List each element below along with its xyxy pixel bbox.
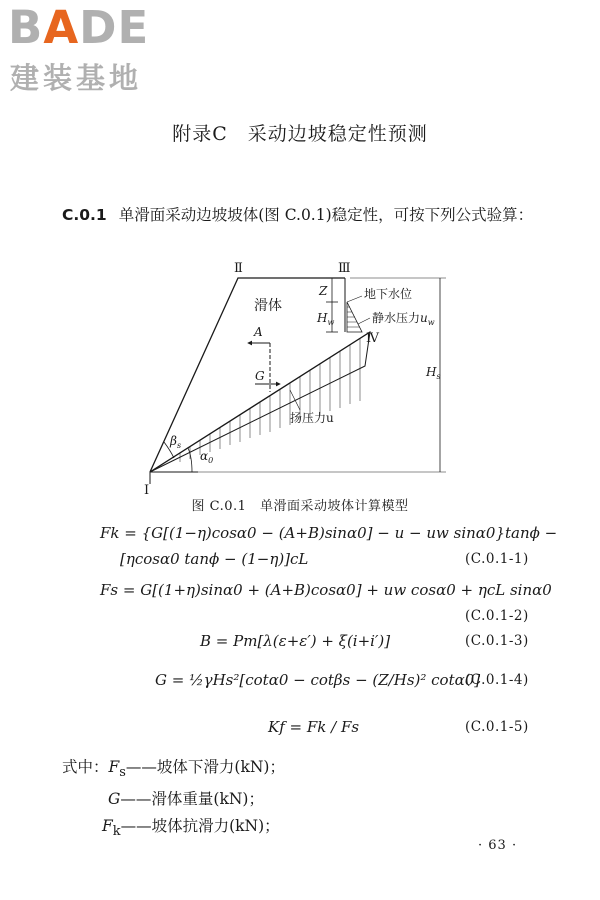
point-1-label: Ⅰ <box>144 483 150 498</box>
beta-label: $\beta_s$ <box>170 434 182 450</box>
slide-body-label: 滑体 <box>254 298 282 314</box>
point-2-label: Ⅱ <box>234 262 243 276</box>
definition-row: $F_k——$坡体抗滑力(kN)； <box>102 817 280 840</box>
appendix-title: 附录C 采动边坡稳定性预测 <box>172 123 428 145</box>
equation-c4-number: (C.0.1-4) <box>465 672 529 688</box>
page-number: · 63 · <box>478 838 518 853</box>
logo-wordmark: BADE <box>8 1 150 54</box>
force-g-label: G <box>255 369 265 383</box>
equation-c2-number-row <box>0 602 600 630</box>
equation-c5-number: (C.0.1-5) <box>465 719 529 735</box>
equation-c3: B = Pm[λ(ε+ε′) + ξ(i+i′)] (C.0.1-3) <box>0 627 600 655</box>
hydrostatic-label: 静水压力$u_w$ <box>372 311 435 327</box>
equation-c2-number: (C.0.1-2) <box>465 608 529 624</box>
brand-logo <box>8 1 178 95</box>
definitions-intro: 式中： <box>62 758 109 776</box>
point-4-label: Ⅳ <box>366 331 379 346</box>
equation-c2: Fs = G[(1+η)sinα0 + (A+B)cosα0] + uw cosα0 + ηcL sinα0 <box>100 581 552 599</box>
groundwater-label: 地下水位 <box>364 287 413 301</box>
hs-label: $H_s$ <box>426 365 441 381</box>
force-a-label: A <box>254 325 263 339</box>
equation-c1-number: (C.0.1-1) <box>465 551 529 567</box>
point-3-label: Ⅲ <box>338 262 351 276</box>
equation-c5: Kf = Fk / Fs (C.0.1-5) <box>0 713 600 741</box>
z-label: Z <box>319 284 328 298</box>
figure-caption: 图 C.0.1 单滑面采动坡体计算模型 <box>191 499 409 514</box>
equation-c3-number: (C.0.1-3) <box>465 633 529 649</box>
definition-row: 式中：$F_s——$坡体下滑力(kN)； <box>62 758 285 781</box>
definition-row: G——滑体重量(kN)； <box>108 790 264 809</box>
clause-number: C.0.1 <box>62 206 107 224</box>
hw-label: $H_w$ <box>317 311 335 327</box>
slope-model-figure <box>140 262 460 502</box>
clause-paragraph <box>62 202 540 229</box>
equation-c4: G = ½γHs²[cotα0 − cotβs − (Z/Hs)² cotα0] (C.0.1-4) <box>0 666 600 694</box>
clause-text: 单滑面采动边坡坡体(图 C.0.1)稳定性，可按下列公式验算： <box>118 206 534 224</box>
logo-subtitle: 建装基地 <box>10 61 143 95</box>
symbol-definitions <box>62 754 285 845</box>
uplift-label: 扬压力u <box>290 411 334 425</box>
alpha-label: $\alpha_0$ <box>200 449 214 465</box>
equation-c1-line2: [ηcosα0 tanϕ − (1−η)]cL (C.0.1-1) <box>0 545 600 573</box>
equation-c1-line1: Fk = {G[(1−η)cosα0 − (A+B)sinα0] − u − uw sinα0}tanϕ − <box>100 524 558 542</box>
